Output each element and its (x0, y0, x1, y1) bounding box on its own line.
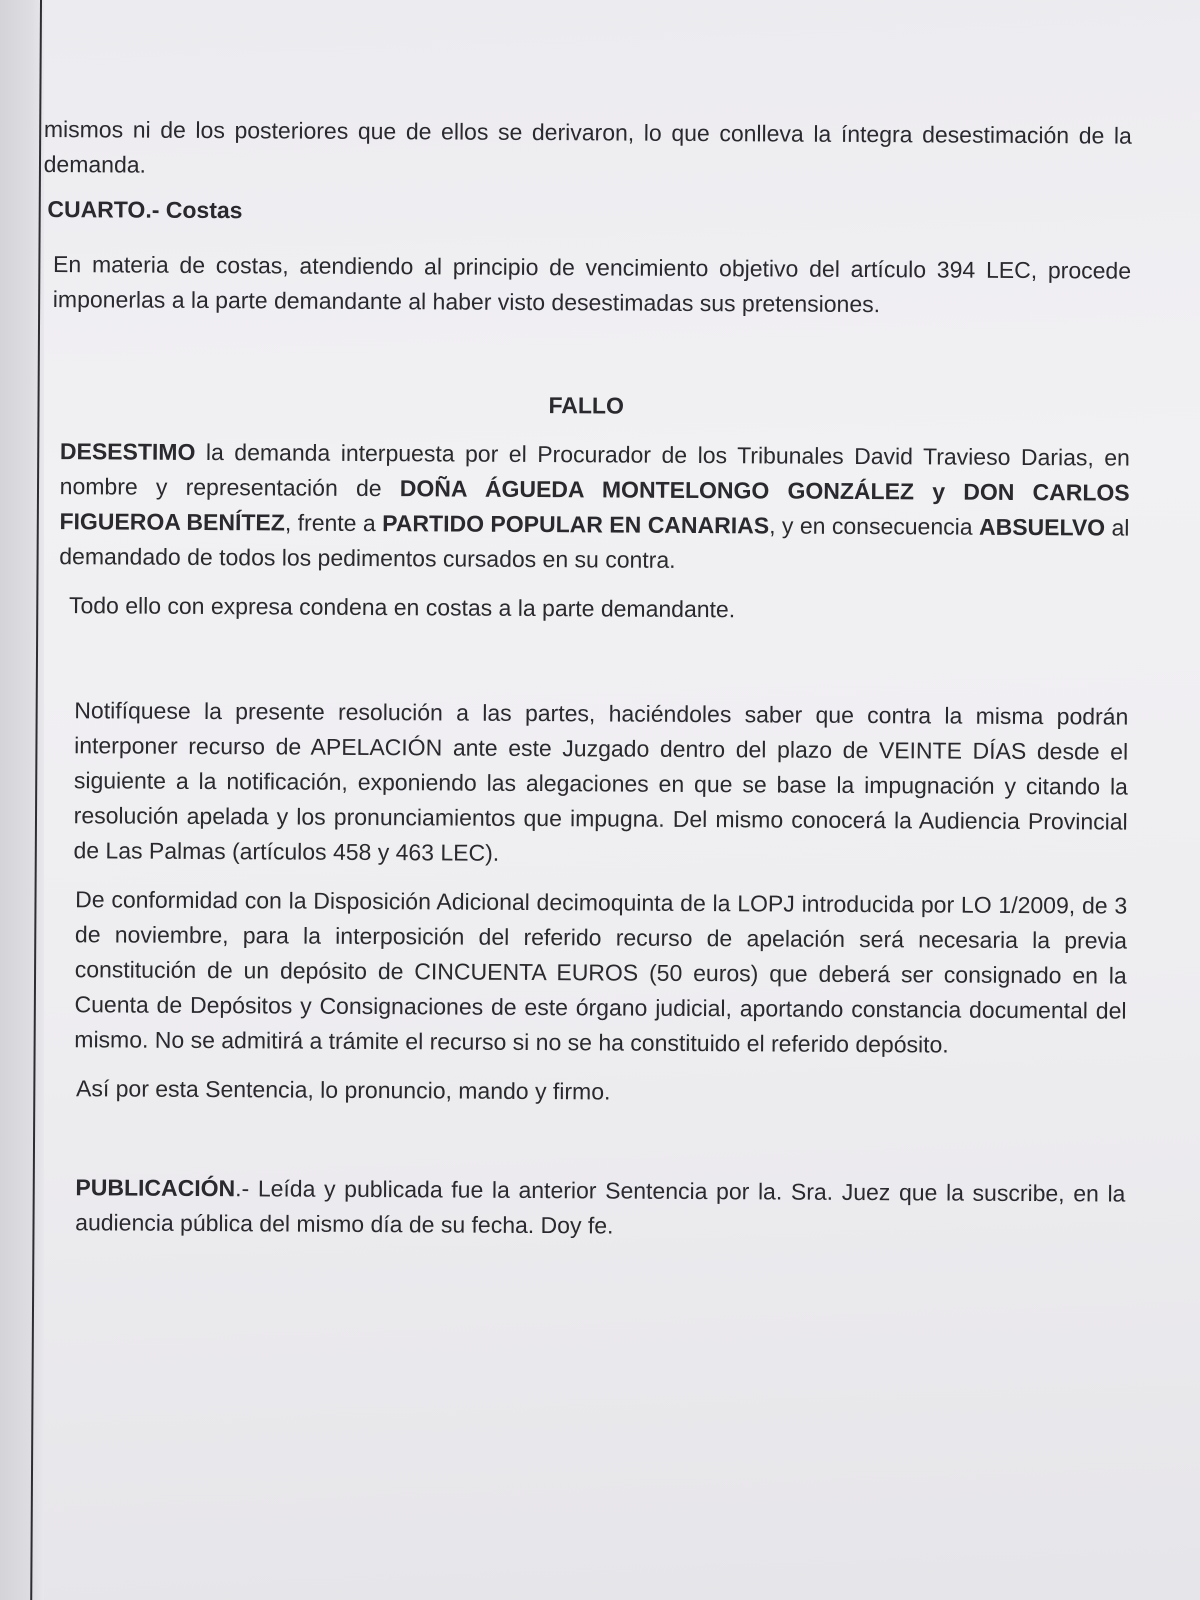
document-body (37, 112, 1132, 1247)
paragraph-notifiquese: Notifíquese la presente resolución a las partes, haciéndoles saber que contra la misma podrán interponer recurso de APELACIÓN ante este Juzgado dentro del plazo de VEINTE DÍAS desde el siguiente a la notificación, exponiendo las alegaciones en que se base la impugnación y citando la resolución apelada y los pronunciamientos que impugna. Del mismo conocerá la Audiencia Provincial de Las Palmas (artículos 458 y 463 LEC). (73, 697, 1129, 866)
paragraph-costas: En materia de costas, atendiendo al principio de vencimiento objetivo del artículo 394 LEC, procede imponerlas a la parte demandante al haber visto desestimadas sus pretensiones. (52, 251, 1132, 318)
page-left-margin (0, 0, 44, 1600)
fallo-desestimo: DESESTIMO (59, 438, 196, 465)
fallo-demandantes: DOÑA ÁGUEDA MONTELONGO GONZÁLEZ y DON CARLOS FIGUEROA BENÍTEZ (59, 475, 1130, 536)
paragraph-condena: Todo ello con expresa condena en costas a la parte demandante. (68, 592, 736, 623)
paragraph-fallo (59, 434, 1130, 581)
paragraph-intro: mismos ni de los posteriores que de ellos se derivaron, lo que conlleva la íntegra desestimación de la demanda. (43, 115, 1132, 178)
paragraph-conformidad: De conformidad con la Disposición Adicional decimoquinta de la LOPJ introducida por LO 1/2009, de 3 de noviembre, para la interposición del referido recurso de apelación será necesaria la previa constitución de un depósito de CINCUENTA EUROS (50 euros) que deberá ser consignado en la Cuenta de Depósitos y Consignaciones de este órgano judicial, aportando constancia documental del mismo. No se admitirá a trámite el recurso si no se ha constituido el referido depósito. (74, 886, 1128, 1058)
fallo-text-2: , frente a (284, 509, 383, 537)
heading-fallo: FALLO (548, 392, 624, 419)
fallo-absuelvo: ABSUELVO (978, 513, 1106, 541)
publicacion-label: PUBLICACIÓN (75, 1174, 236, 1202)
fallo-text-4: al demandado de todos los pedimentos cursados en su contra. (59, 514, 1130, 573)
paragraph-asi: Así por esta Sentencia, lo pronuncio, mando y firmo. (75, 1075, 611, 1105)
paragraph-publicacion (75, 1170, 1125, 1246)
heading-cuarto: CUARTO.- Costas (47, 196, 243, 224)
fallo-text-1: la demanda interpuesta por el Procurador de los Tribunales David Travieso Darias, en nombre y representación de (59, 438, 1130, 502)
fallo-text-3: , y en consecuencia (769, 512, 980, 540)
publicacion-text: .- Leída y publicada fue la anterior Sentencia por la. Sra. Juez que la suscribe, en la audiencia pública del mismo día de su fecha. Doy fe. (75, 1175, 1126, 1239)
fallo-demandado: PARTIDO POPULAR EN CANARIAS (382, 510, 770, 539)
